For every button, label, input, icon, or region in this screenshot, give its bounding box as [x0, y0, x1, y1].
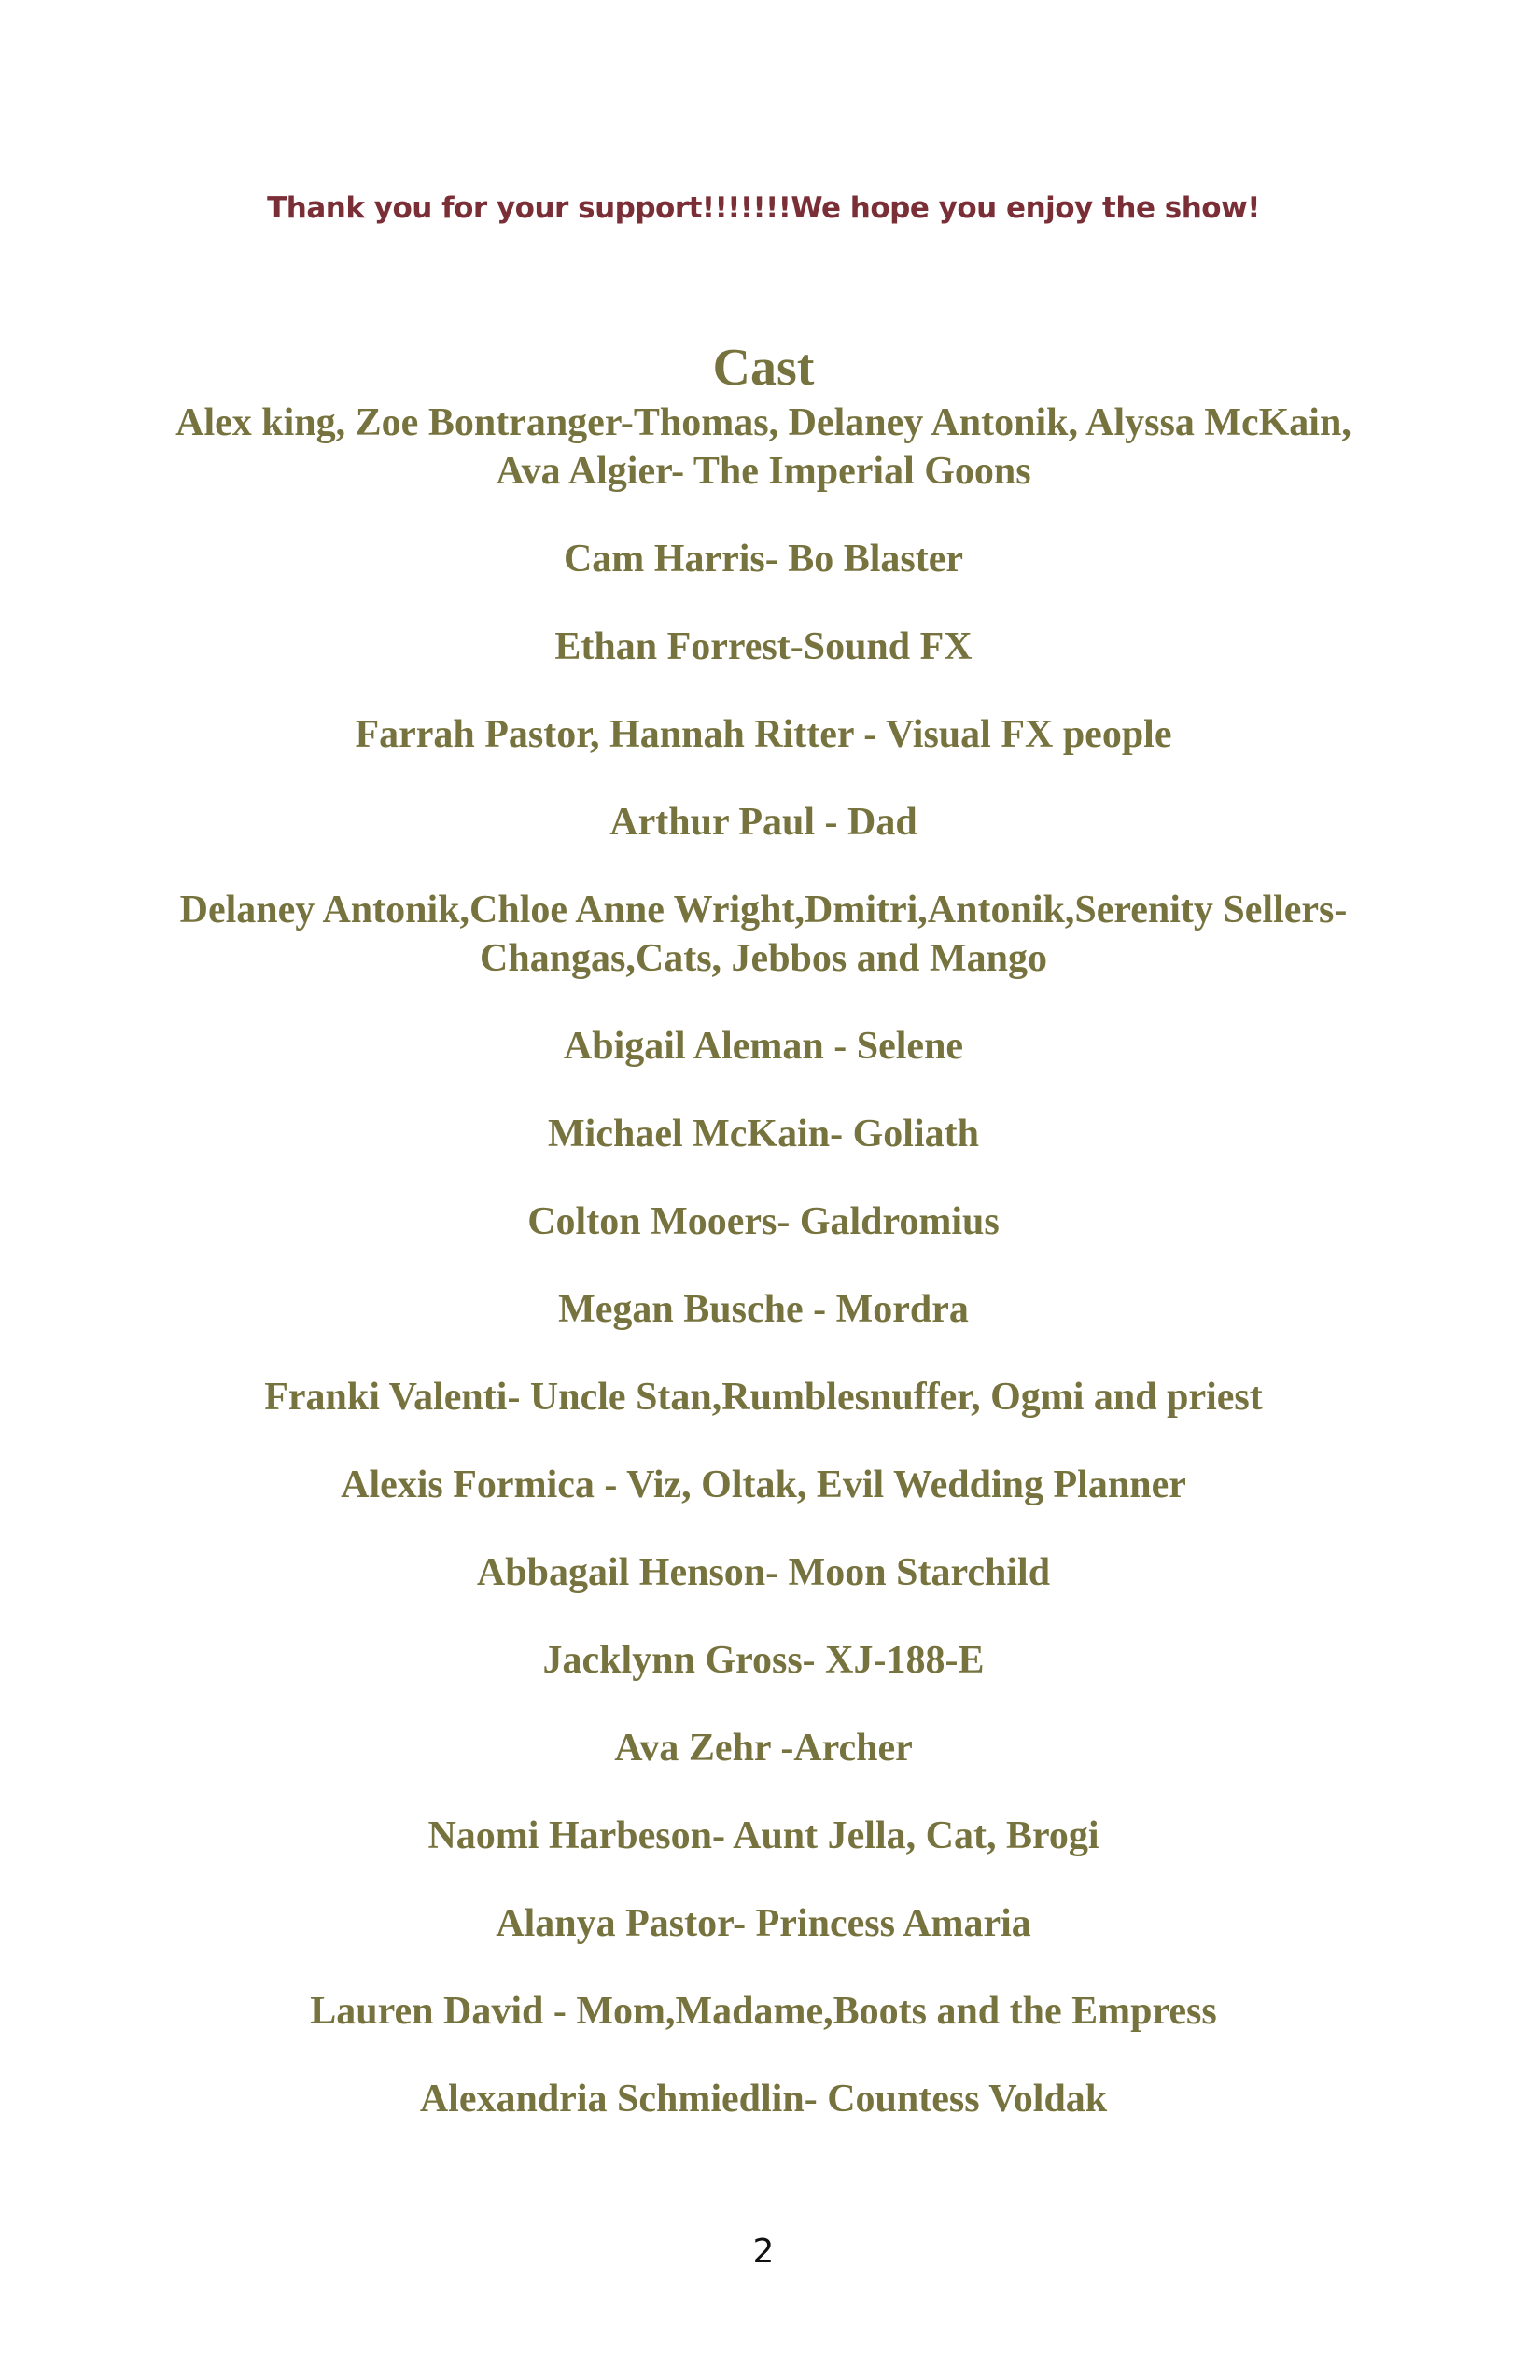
cast-line: Megan Busche - Mordra: [558, 1288, 969, 1331]
cast-line: Abigail Aleman - Selene: [563, 1025, 964, 1068]
cast-line: Arthur Paul - Dad: [609, 801, 917, 844]
page-number: 2: [752, 2233, 775, 2271]
cast-line: Franki Valenti- Uncle Stan,Rumblesnuffer, Ogmi and priest: [264, 1376, 1263, 1419]
cast-line: Delaney Antonik,Chloe Anne Wright,Dmitri,Antonik,Serenity Sellers- Changas,Cats, Jebbos and Mango: [179, 889, 1348, 980]
cast-line: Jacklynn Gross- XJ-188-E: [542, 1639, 985, 1682]
cast-line: Abbagail Henson- Moon Starchild: [476, 1551, 1051, 1594]
cast-line: Colton Mooers- Galdromius: [527, 1200, 1000, 1243]
cast-line: Ava Zehr -Archer: [614, 1727, 913, 1770]
cast-line: Farrah Pastor, Hannah Ritter - Visual FX people: [355, 713, 1172, 756]
cast-list: [140, 399, 1387, 2163]
cast-line: Alexis Formica - Viz, Oltak, Evil Wedding Planner: [341, 1463, 1186, 1506]
cast-line: Cam Harris- Bo Blaster: [563, 538, 964, 581]
cast-line: Alexandria Schmiedlin- Countess Voldak: [419, 2078, 1108, 2121]
cast-line: Michael McKain- Goliath: [548, 1113, 979, 1155]
cast-heading: Cast: [712, 339, 815, 397]
thank-you-message: Thank you for your support!!!!!!!We hope you enjoy the show!: [267, 191, 1260, 225]
cast-line: Lauren David - Mom,Madame,Boots and the Empress: [310, 1990, 1217, 2033]
cast-line: Ethan Forrest-Sound FX: [554, 625, 973, 668]
cast-line: Alanya Pastor- Princess Amaria: [496, 1902, 1031, 1945]
cast-line: Alex king, Zoe Bontranger-Thomas, Delaney Antonik, Alyssa McKain, Ava Algier- The Imperial Goons: [175, 401, 1351, 493]
cast-line: Naomi Harbeson- Aunt Jella, Cat, Brogi: [427, 1814, 1099, 1857]
